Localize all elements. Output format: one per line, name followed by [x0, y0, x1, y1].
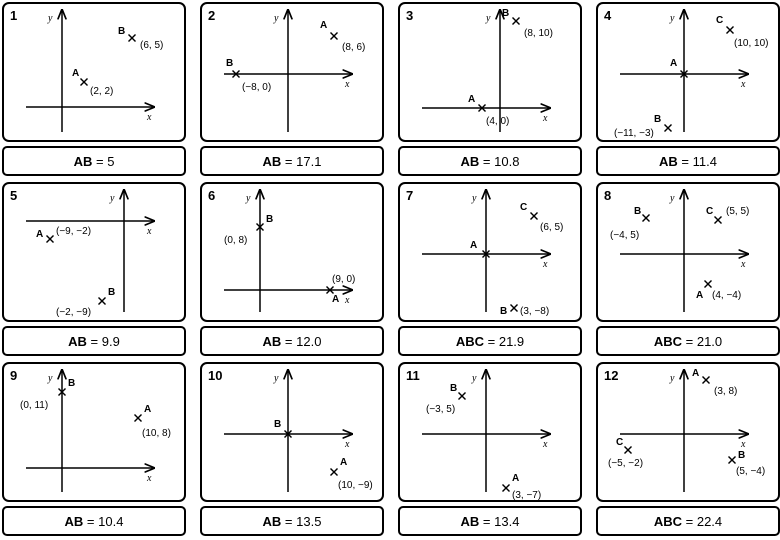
point-a-label: A	[696, 290, 704, 301]
coordinate-card	[2, 362, 186, 502]
answer-label: ABC	[653, 333, 683, 349]
coordinate-plane	[4, 364, 184, 500]
answer-label: AB	[460, 153, 480, 169]
x-axis-label: x	[147, 226, 152, 237]
point-b-label: B	[654, 114, 662, 125]
answer-value: 21.0	[696, 333, 723, 349]
point-b-mark	[99, 298, 106, 305]
coordinate-plane	[598, 184, 778, 320]
problem-number: 6	[208, 188, 216, 203]
point-a-label: A	[512, 473, 520, 484]
answer-value: 5	[107, 153, 115, 169]
point-b-label: B	[68, 378, 76, 389]
coordinate-plane	[202, 184, 382, 320]
answer-value: 12.0	[296, 333, 322, 349]
point-c-mark	[531, 213, 538, 220]
point-a-label: A	[692, 368, 700, 379]
x-axis-label: x	[543, 259, 548, 270]
point-c-label: C	[706, 206, 714, 217]
coordinate-card	[398, 182, 582, 322]
answer-value: 9.9	[101, 333, 120, 349]
point-b-mark	[129, 35, 136, 42]
equals-sign: =	[83, 513, 99, 529]
point-a-label: A	[144, 404, 152, 415]
point-a-label: A	[470, 240, 478, 251]
point-a-label: A	[320, 20, 328, 31]
answer-box	[596, 146, 780, 176]
point-b-mark	[665, 125, 672, 132]
coordinate-plane	[598, 364, 778, 500]
equals-sign: =	[281, 513, 297, 529]
point-b-mark	[511, 305, 518, 312]
point-c-label: C	[520, 202, 528, 213]
coordinate-card	[596, 2, 780, 142]
point-b-label: B	[266, 214, 274, 225]
answer-value: 10.4	[98, 513, 124, 529]
point-c-label: C	[716, 15, 724, 26]
answer-box	[398, 326, 582, 356]
y-axis-label: y	[670, 193, 675, 204]
point-a-coordinates: (9, 0)	[332, 274, 356, 285]
answer-value: 22.4	[696, 513, 723, 529]
point-a-label: A	[670, 58, 678, 69]
answer-label: AB	[659, 153, 678, 169]
point-a-coordinates: (4, −4)	[712, 290, 742, 301]
answer-value: 13.4	[494, 513, 520, 529]
answer-value: 13.5	[296, 513, 322, 529]
point-b-label: B	[226, 58, 234, 69]
y-axis-label: y	[48, 13, 53, 24]
problem-number: 9	[10, 368, 18, 383]
problem-number: 1	[10, 8, 18, 23]
answer-box	[200, 146, 384, 176]
problem-number: 3	[406, 8, 414, 23]
x-axis-label: x	[741, 439, 746, 450]
point-c-coordinates: (5, 5)	[726, 206, 750, 217]
equals-sign: =	[479, 153, 495, 169]
y-axis-label: y	[670, 13, 675, 24]
answer-box	[398, 506, 582, 536]
point-a-mark	[331, 469, 338, 476]
equals-sign: =	[281, 153, 297, 169]
coordinate-card	[398, 362, 582, 502]
point-b-label: B	[500, 306, 508, 317]
problem-number: 10	[208, 368, 223, 383]
coordinate-card	[200, 182, 384, 322]
equals-sign: =	[682, 333, 697, 349]
answer-box	[200, 506, 384, 536]
coordinate-card	[2, 2, 186, 142]
coordinate-plane	[400, 184, 580, 320]
point-a-mark	[705, 281, 712, 288]
y-axis-label: y	[472, 193, 477, 204]
point-a-coordinates: (4, 0)	[486, 116, 510, 127]
x-axis-label: x	[543, 439, 548, 450]
point-a-label: A	[340, 457, 348, 468]
point-c-label: C	[616, 437, 624, 448]
problem-number: 2	[208, 8, 216, 23]
x-axis-label: x	[147, 112, 152, 123]
coordinate-card	[596, 182, 780, 322]
equals-sign: =	[484, 333, 499, 349]
point-b-coordinates: (−3, 5)	[426, 404, 456, 415]
point-b-coordinates: (−8, 0)	[242, 82, 272, 93]
answer-label: AB	[262, 513, 282, 529]
answer-box	[596, 506, 780, 536]
point-a-coordinates: (8, 6)	[342, 42, 366, 53]
x-axis-label: x	[345, 439, 350, 450]
answer-box	[2, 326, 186, 356]
point-b-coordinates: (8, 10)	[524, 28, 553, 39]
point-c-coordinates: (6, 5)	[540, 222, 564, 233]
point-b-coordinates: (6, 5)	[140, 40, 164, 51]
equals-sign: =	[86, 333, 102, 349]
answer-label: ABC	[653, 513, 683, 529]
point-c-coordinates: (−5, −2)	[608, 458, 644, 469]
coordinate-card	[200, 362, 384, 502]
y-axis-label: y	[274, 13, 279, 24]
coordinate-plane	[400, 364, 580, 500]
point-a-coordinates: (3, 8)	[714, 386, 738, 397]
y-axis-label: y	[110, 193, 115, 204]
answer-label: AB	[460, 513, 480, 529]
coordinate-plane	[598, 4, 778, 140]
point-a-mark	[47, 236, 54, 243]
point-a-coordinates: (10, −9)	[338, 480, 373, 491]
x-axis-label: x	[741, 79, 746, 90]
answer-box	[596, 326, 780, 356]
answer-value: 11.4	[692, 153, 717, 169]
coordinate-card	[596, 362, 780, 502]
y-axis-label: y	[274, 373, 279, 384]
point-b-label: B	[118, 26, 126, 37]
coordinate-plane	[202, 364, 382, 500]
coordinate-plane	[4, 4, 184, 140]
answer-value: 21.9	[498, 333, 525, 349]
y-axis-label: y	[472, 373, 477, 384]
point-a-label: A	[72, 68, 80, 79]
point-b-mark	[643, 215, 650, 222]
answer-box	[200, 326, 384, 356]
point-c-mark	[625, 447, 632, 454]
point-b-label: B	[450, 383, 458, 394]
answer-value: 10.8	[494, 153, 520, 169]
answer-label: ABC	[455, 333, 485, 349]
x-axis-label: x	[147, 473, 152, 484]
point-b-label: B	[274, 419, 282, 430]
point-a-coordinates: (3, −7)	[512, 490, 542, 500]
equals-sign: =	[479, 513, 495, 529]
problem-number: 11	[406, 368, 420, 383]
point-a-coordinates: (10, 8)	[142, 428, 171, 439]
point-c-mark	[715, 217, 722, 224]
problem-number: 8	[604, 188, 612, 203]
x-axis-label: x	[345, 79, 350, 90]
point-b-coordinates: (−11, −3)	[614, 128, 654, 139]
coordinate-plane	[4, 184, 184, 320]
point-b-coordinates: (3, −8)	[520, 306, 550, 317]
answer-value: 17.1	[296, 153, 322, 169]
equals-sign: =	[281, 333, 297, 349]
problem-number: 4	[604, 8, 612, 23]
point-c-mark	[727, 27, 734, 34]
point-a-coordinates: (−9, −2)	[56, 226, 92, 237]
equals-sign: =	[682, 513, 697, 529]
point-a-label: A	[332, 294, 340, 305]
problem-number: 12	[604, 368, 619, 383]
point-b-mark	[459, 393, 466, 400]
point-a-label: A	[36, 229, 44, 240]
point-b-coordinates: (0, 11)	[20, 400, 49, 411]
answer-label: AB	[262, 333, 282, 349]
point-b-label: B	[738, 450, 746, 461]
point-b-coordinates: (−2, −9)	[56, 307, 92, 318]
equals-sign: =	[677, 153, 693, 169]
point-a-mark	[135, 415, 142, 422]
x-axis-label: x	[543, 113, 548, 124]
point-b-coordinates: (5, −4)	[736, 466, 766, 477]
point-b-mark	[729, 457, 736, 464]
answer-label: AB	[262, 153, 282, 169]
coordinate-card	[200, 2, 384, 142]
point-a-mark	[331, 33, 338, 40]
point-a-mark	[81, 79, 88, 86]
problem-number: 7	[406, 188, 414, 203]
answer-box	[2, 506, 186, 536]
point-b-label: B	[634, 206, 642, 217]
point-b-mark	[513, 18, 520, 25]
point-b-label: B	[108, 287, 116, 298]
point-b-label: B	[502, 8, 510, 19]
y-axis-label: y	[486, 13, 491, 24]
point-b-coordinates: (−4, 5)	[610, 230, 640, 241]
y-axis-label: y	[670, 373, 675, 384]
answer-label: AB	[73, 153, 93, 169]
problem-number: 5	[10, 188, 18, 203]
point-a-coordinates: (2, 2)	[90, 86, 114, 97]
answer-box	[2, 146, 186, 176]
point-a-mark	[503, 485, 510, 492]
coordinate-card	[2, 182, 186, 322]
coordinate-card	[398, 2, 582, 142]
equals-sign: =	[92, 153, 108, 169]
answer-box	[398, 146, 582, 176]
point-b-coordinates: (0, 8)	[224, 235, 248, 246]
answer-label: AB	[68, 333, 87, 349]
y-axis-label: y	[48, 373, 53, 384]
y-axis-label: y	[246, 193, 251, 204]
point-c-coordinates: (10, 10)	[734, 38, 769, 49]
x-axis-label: x	[741, 259, 746, 270]
coordinate-plane	[202, 4, 382, 140]
point-a-mark	[703, 377, 710, 384]
coordinate-plane	[400, 4, 580, 140]
point-a-label: A	[468, 94, 476, 105]
answer-label: AB	[64, 513, 84, 529]
x-axis-label: x	[345, 295, 350, 306]
